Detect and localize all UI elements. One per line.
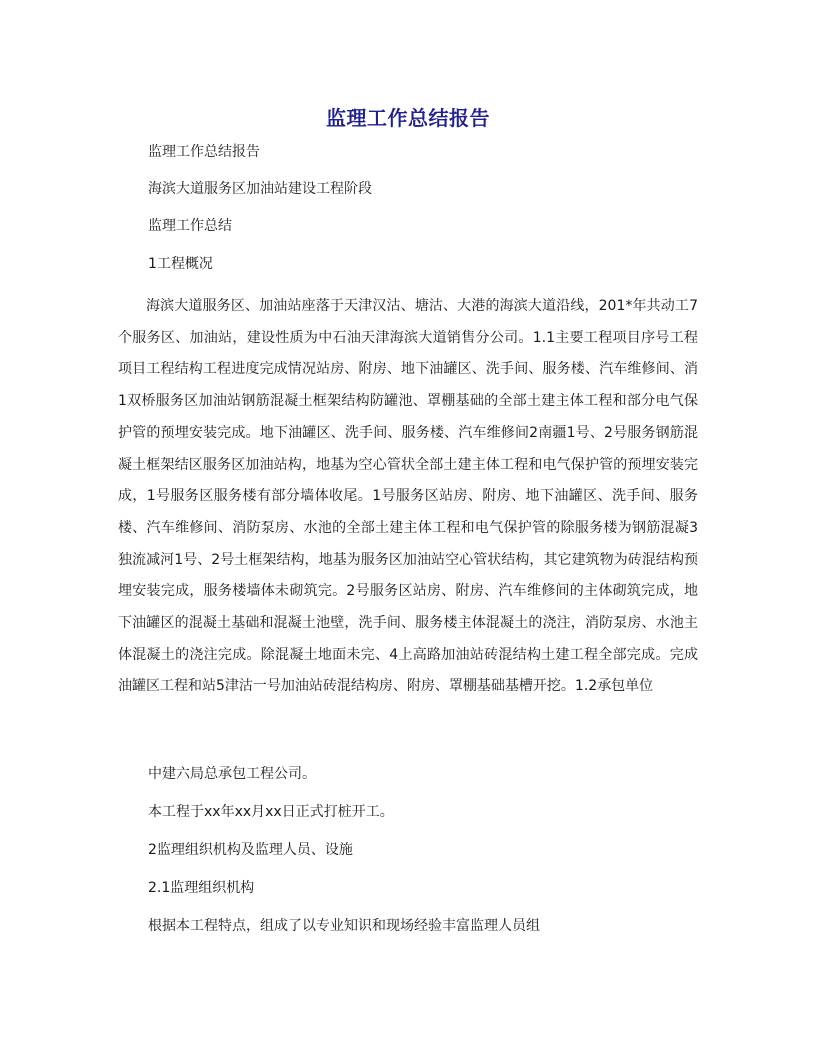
- section-1-heading: 1工程概况: [148, 256, 213, 272]
- start-date-line: 本工程于xx年xx月xx日正式打桩开工。: [148, 804, 394, 820]
- section-2-heading: 2监理组织机构及监理人员、设施: [148, 842, 353, 858]
- subtitle-line: 监理工作总结报告: [148, 144, 260, 160]
- summary-heading: 监理工作总结: [148, 218, 232, 234]
- project-name-line: 海滨大道服务区加油站建设工程阶段: [148, 181, 372, 197]
- document-title: 监理工作总结报告: [326, 106, 490, 130]
- section-2-1-heading: 2.1监理组织机构: [148, 880, 255, 896]
- last-line: 根据本工程特点，组成了以专业知识和现场经验丰富监理人员组: [148, 918, 540, 934]
- contractor-line: 中建六局总承包工程公司。: [148, 766, 316, 782]
- overview-paragraph: 海滨大道服务区、加油站座落于天津汉沽、塘沽、大港的海滨大道沿线，201*年共动工7个服务区、加油站，建设性质为中石油天津海滨大道销售分公司。1.1主要工程项目序号工程项目工程结构工程进度完成情况站房、附房、地下油罐区、洗手间、服务楼、汽车维修间、消1双桥服务区加油站钢筋混凝土框架结构防罐池、罩棚基础的全部土建主体工程和部分电气保护管的预埋安装完成。地下油罐区、洗手间、服务楼、汽车维修间2南疆1号、2号服务钢筋混凝土框架结区服务区加油站构，地基为空心管状全部土建主体工程和电气保护管的预埋安装完成，1号服务区服务楼有部分墙体收尾。1号服务区站房、附房、地下油罐区、洗手间、服务楼、汽车维修间、消防泵房、水池的全部土建主体工程和电气保护管的除服务楼为钢筋混凝3独流减河1号、2号土框架结构，地基为服务区加油站空心管状结构，其它建筑物为砖混结构预埋安装完成，服务楼墙体未砌筑完。2号服务区站房、附房、汽车维修间的主体砌筑完成，地下油罐区的混凝土基础和混凝土池壁，洗手间、服务楼主体混凝土的浇注，消防泵房、水池主体混凝土的浇注完成。除混凝土地面未完、4上高路加油站砖混结构土建工程全部完成。完成油罐区工程和站5津沽一号加油站砖混结构房、附房、罩棚基础基槽开挖。1.2承包单位: [118, 298, 698, 695]
- overview-paragraph-block: [118, 291, 698, 703]
